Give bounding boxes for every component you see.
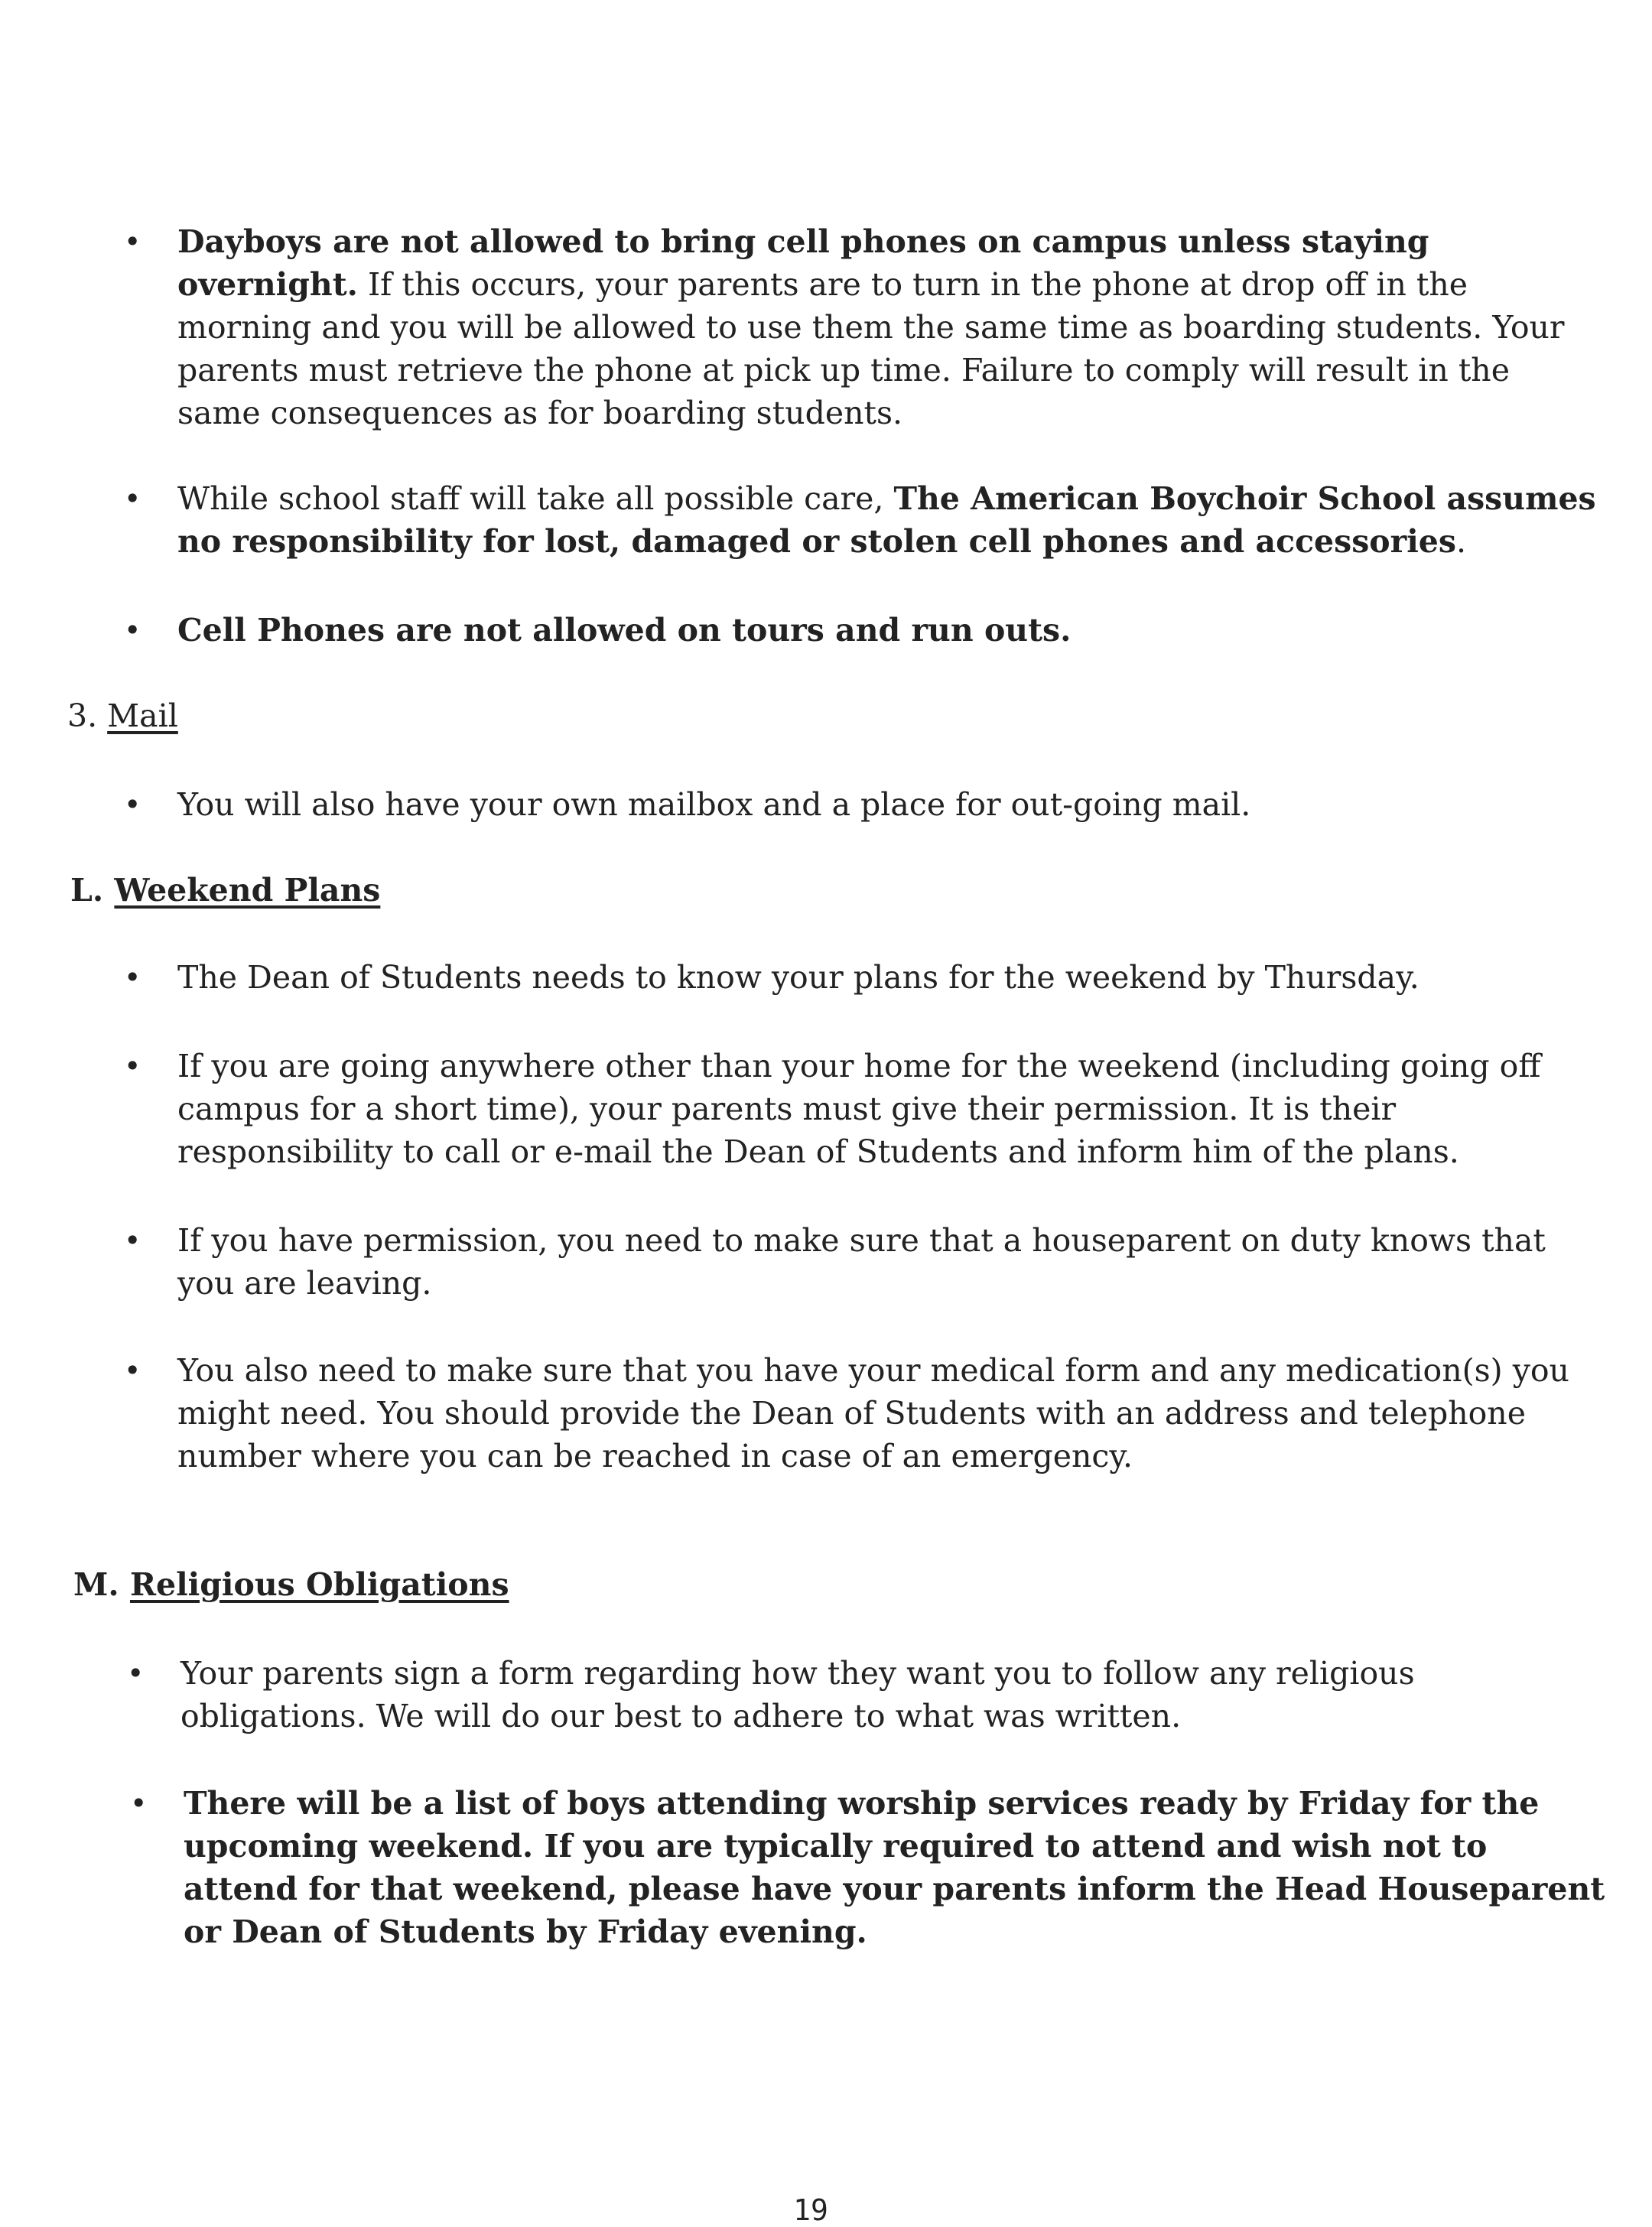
mail-number: 3. (67, 697, 98, 734)
bullet-mailbox (124, 783, 1600, 826)
weekend-item-text: The Dean of Students needs to know your plans for the weekend by Thursday. (177, 959, 1419, 996)
bullet-dot: • (124, 613, 141, 647)
bullet-tours (124, 609, 1600, 652)
religious-letter: M. (73, 1566, 119, 1603)
bullet-responsibility (124, 477, 1600, 563)
bullet-dot: • (124, 225, 141, 258)
bullet-dot: • (130, 1786, 148, 1820)
weekend-item-text: If you have permission, you need to make sure that a houseparent on duty knows that you are leaving. (177, 1222, 1546, 1302)
weekend-item-text: If you are going anywhere other than your home for the weekend (including going off campus for a short time), your parents must give their permission. It is their responsibility to call or e-mail the Dean of Students and inform him of the plans. (177, 1048, 1541, 1170)
bullet-dayboys (124, 220, 1600, 434)
mail-subheading (67, 694, 178, 737)
responsibility-intro: While school staff will take all possible care, (177, 480, 894, 517)
bullet-dot: • (124, 482, 141, 515)
dayboys-rule: Dayboys are not allowed to bring cell phones on campus unless staying overnight. (177, 223, 1429, 303)
bullet-weekend-permission (124, 1045, 1600, 1173)
tours-rule: Cell Phones are not allowed on tours and run outs. (177, 612, 1072, 649)
bullet-weekend-plans (124, 956, 1600, 999)
bullet-worship-list (130, 1782, 1606, 1953)
page-number: 19 (793, 2193, 828, 2227)
religious-form-text: Your parents sign a form regarding how they want you to follow any religious obligations. We will do our best to adhere to what was written. (180, 1655, 1415, 1734)
weekend-item-text: You also need to make sure that you have your medical form and any medication(s) you might need. You should provide the Dean of Students with an address and telephone number where you can be reached in case of an emergency. (177, 1352, 1569, 1474)
mailbox-text: You will also have your own mailbox and a place for out-going mail. (177, 786, 1251, 823)
weekend-title: Weekend Plans (114, 872, 381, 909)
bullet-religious-form (127, 1652, 1603, 1738)
bullet-dot: • (124, 1354, 141, 1387)
dayboys-details: If this occurs, your parents are to turn in the phone at drop off in the morning and you will be allowed to use them the same time as boarding students. Your parents must retrieve the phone at pick up time. Failure to comply will result in the same consequences as for boarding students. (177, 266, 1565, 431)
bullet-dot: • (124, 1049, 141, 1083)
responsibility-disclaimer: The American Boychoir School assumes no responsibility for lost, damaged or stolen cell phones and accessories (177, 480, 1596, 560)
bullet-dot: • (124, 961, 141, 994)
worship-list-text: There will be a list of boys attending worship services ready by Friday for the upcoming weekend. If you are typically required to attend and wish not to attend for that weekend, please have your parents inform the Head Houseparent or Dean of Students by Friday evening. (184, 1785, 1605, 1950)
mail-title: Mail (107, 697, 178, 734)
weekend-letter: L. (70, 872, 104, 909)
religious-heading (73, 1563, 509, 1606)
religious-title: Religious Obligations (129, 1566, 509, 1603)
bullet-dot: • (124, 1224, 141, 1257)
bullet-weekend-medical (124, 1349, 1600, 1478)
responsibility-period: . (1455, 523, 1467, 560)
weekend-heading (70, 869, 380, 912)
bullet-dot: • (127, 1656, 145, 1690)
bullet-dot: • (124, 788, 141, 821)
bullet-weekend-houseparent (124, 1219, 1600, 1305)
